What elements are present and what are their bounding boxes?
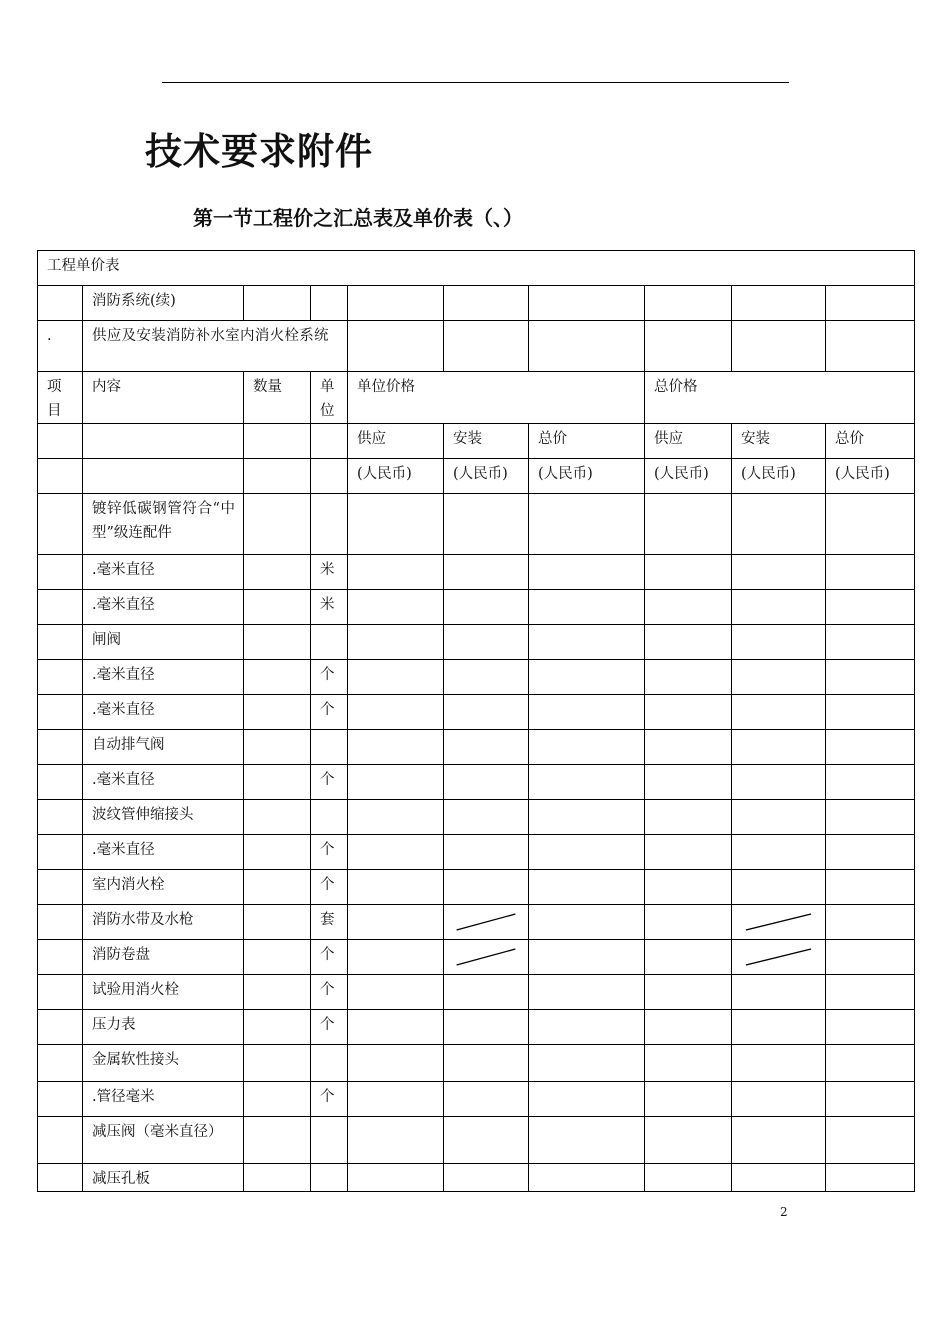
row-unit [311, 1045, 348, 1082]
cell-empty [529, 975, 645, 1010]
cell-empty [38, 870, 83, 905]
table-row [38, 494, 915, 555]
row-content: .毫米直径 [83, 590, 244, 625]
cell-empty [732, 975, 826, 1010]
cell-empty [732, 555, 826, 590]
cell-empty [348, 730, 444, 765]
cell-empty [348, 975, 444, 1010]
group-label: 供应及安装消防补水室内消火栓系统 [83, 321, 348, 372]
cell-empty [732, 695, 826, 730]
cell-empty [826, 1082, 915, 1117]
row-unit [311, 1164, 348, 1192]
cell-empty [38, 975, 83, 1010]
cell-empty [444, 625, 529, 660]
cell-empty [732, 730, 826, 765]
cell-empty [348, 625, 444, 660]
cell-empty [348, 765, 444, 800]
cell-empty [529, 695, 645, 730]
strike-line [732, 908, 825, 936]
row-content: 金属软性接头 [83, 1045, 244, 1082]
cell-empty [645, 1082, 732, 1117]
cell-empty [826, 870, 915, 905]
cell-empty [38, 625, 83, 660]
row-content: .毫米直径 [83, 765, 244, 800]
row-content: 室内消火栓 [83, 870, 244, 905]
cell-empty [645, 940, 732, 975]
currency-label: (人民币) [348, 459, 444, 494]
currency-label: (人民币) [826, 459, 915, 494]
cell-empty [348, 555, 444, 590]
cell-empty [348, 835, 444, 870]
cell-empty [732, 660, 826, 695]
cell-empty [732, 494, 826, 555]
cell-empty [826, 800, 915, 835]
cell-empty [732, 590, 826, 625]
cell-empty [444, 1082, 529, 1117]
currency-label: (人民币) [732, 459, 826, 494]
row-content: 压力表 [83, 1010, 244, 1045]
currency-label: (人民币) [444, 459, 529, 494]
header-unit-supply: 供应 [348, 424, 444, 459]
row-content: 消防卷盘 [83, 940, 244, 975]
cell-empty [348, 1010, 444, 1045]
table-row [38, 555, 915, 590]
table-row [38, 870, 915, 905]
struck-install-cell [444, 940, 529, 975]
cell-empty [826, 660, 915, 695]
header-total-price: 总价格 [645, 372, 915, 424]
page-number: 2 [780, 1205, 788, 1219]
cell-empty [732, 1117, 826, 1164]
subheader-row [38, 424, 915, 459]
cell-empty [38, 590, 83, 625]
cell-empty [826, 975, 915, 1010]
cell-empty [348, 1117, 444, 1164]
cell-empty [348, 660, 444, 695]
row-content: 镀锌低碳钢管符合“中型”级连配件 [83, 494, 244, 555]
cell-empty [826, 905, 915, 940]
section-title: 第一节工程价之汇总表及单价表（、） [193, 206, 523, 230]
cell-empty [244, 975, 311, 1010]
cell-empty [38, 695, 83, 730]
cell-empty [732, 1010, 826, 1045]
table-row [38, 905, 915, 940]
row-unit [311, 625, 348, 660]
cell-empty [38, 1010, 83, 1045]
cell-empty [38, 555, 83, 590]
cell-empty [444, 1010, 529, 1045]
cell-empty [732, 1045, 826, 1082]
cell-empty [529, 1082, 645, 1117]
table-row [38, 835, 915, 870]
header-quantity: 数量 [244, 372, 311, 424]
cell-empty [645, 1045, 732, 1082]
cell-empty [348, 940, 444, 975]
struck-install-cell [444, 905, 529, 940]
header-unit-price: 单位价格 [348, 372, 645, 424]
cell-empty [529, 940, 645, 975]
cell-empty [529, 1117, 645, 1164]
header-content: 内容 [83, 372, 244, 424]
row-unit: 个 [311, 765, 348, 800]
cell-empty [38, 1045, 83, 1082]
cell-empty [732, 625, 826, 660]
cell-empty [529, 800, 645, 835]
cell-empty [348, 870, 444, 905]
header-row [38, 372, 915, 424]
row-content: 减压阀（毫米直径） [83, 1117, 244, 1164]
cell-empty [244, 870, 311, 905]
row-content: 减压孔板 [83, 1164, 244, 1192]
cell-empty [244, 1045, 311, 1082]
row-content: .管径毫米 [83, 1082, 244, 1117]
cell-empty [732, 835, 826, 870]
table-caption: 工程单价表 [38, 251, 915, 286]
row-unit: 个 [311, 975, 348, 1010]
row-unit: 个 [311, 695, 348, 730]
cell-empty [645, 695, 732, 730]
cell-empty [444, 695, 529, 730]
table-row [38, 800, 915, 835]
cell-empty [244, 1164, 311, 1192]
cell-empty [348, 1164, 444, 1192]
cell-empty [645, 765, 732, 800]
cell-empty [348, 695, 444, 730]
header-unit-total: 总价 [529, 424, 645, 459]
cell-empty [645, 555, 732, 590]
row-content: .毫米直径 [83, 835, 244, 870]
row-content: 自动排气阀 [83, 730, 244, 765]
cell-empty [732, 765, 826, 800]
cell-empty [826, 730, 915, 765]
cell-empty [38, 1164, 83, 1192]
cell-empty [348, 800, 444, 835]
strike-line [732, 943, 825, 971]
cell-empty [244, 625, 311, 660]
system-row [38, 286, 915, 321]
cell-empty [38, 905, 83, 940]
cell-empty [244, 940, 311, 975]
row-unit: 个 [311, 870, 348, 905]
row-unit: 套 [311, 905, 348, 940]
cell-empty [444, 765, 529, 800]
cell-empty [826, 695, 915, 730]
cell-empty [645, 730, 732, 765]
cell-empty [38, 286, 83, 321]
row-unit: 个 [311, 1082, 348, 1117]
cell-empty [444, 1117, 529, 1164]
cell-empty [826, 494, 915, 555]
cell-empty [244, 905, 311, 940]
cell-empty [732, 1082, 826, 1117]
cell-empty [444, 800, 529, 835]
table-row [38, 1045, 915, 1082]
cell-empty [444, 660, 529, 695]
cell-empty [244, 765, 311, 800]
row-content: .毫米直径 [83, 660, 244, 695]
row-content: 消防水带及水枪 [83, 905, 244, 940]
cell-empty [348, 905, 444, 940]
cell-empty [645, 590, 732, 625]
cell-empty [444, 730, 529, 765]
cell-empty [529, 1164, 645, 1192]
cell-empty [529, 625, 645, 660]
cell-empty [244, 555, 311, 590]
cell-empty [38, 835, 83, 870]
cell-empty [645, 975, 732, 1010]
header-total-total: 总价 [826, 424, 915, 459]
cell-empty [529, 494, 645, 555]
struck-install-cell [732, 940, 826, 975]
cell-empty [244, 1117, 311, 1164]
cell-empty [826, 1117, 915, 1164]
cell-empty [529, 870, 645, 905]
cell-empty [38, 660, 83, 695]
cell-empty [444, 1045, 529, 1082]
cell-empty [645, 1010, 732, 1045]
row-unit: 米 [311, 590, 348, 625]
cell-empty [444, 494, 529, 555]
cell-empty [529, 1010, 645, 1045]
cell-empty [645, 625, 732, 660]
table-row [38, 765, 915, 800]
cell-empty [244, 590, 311, 625]
header-total-supply: 供应 [645, 424, 732, 459]
cell-empty [529, 905, 645, 940]
table-row [38, 1082, 915, 1117]
cell-empty [529, 730, 645, 765]
table-row [38, 590, 915, 625]
row-unit: 个 [311, 660, 348, 695]
cell-empty [645, 660, 732, 695]
cell-empty [244, 660, 311, 695]
cell-empty [244, 1082, 311, 1117]
cell-empty [38, 494, 83, 555]
row-unit [311, 494, 348, 555]
currency-row [38, 459, 915, 494]
cell-empty [529, 1045, 645, 1082]
cell-empty [244, 835, 311, 870]
row-unit [311, 1117, 348, 1164]
system-label: 消防系统(续) [83, 286, 244, 321]
header-rule [162, 82, 789, 83]
strike-line [444, 908, 528, 936]
cell-empty [826, 555, 915, 590]
row-unit [311, 730, 348, 765]
cell-empty [348, 1082, 444, 1117]
cell-empty [444, 555, 529, 590]
cell-empty [645, 494, 732, 555]
row-content: 闸阀 [83, 625, 244, 660]
currency-label: (人民币) [645, 459, 732, 494]
row-unit: 个 [311, 835, 348, 870]
cell-empty [645, 1117, 732, 1164]
row-content: .毫米直径 [83, 555, 244, 590]
price-table [37, 250, 915, 1192]
cell-empty [826, 625, 915, 660]
row-content: 试验用消火栓 [83, 975, 244, 1010]
table-row [38, 975, 915, 1010]
struck-install-cell [732, 905, 826, 940]
cell-empty [732, 1164, 826, 1192]
cell-empty [826, 1164, 915, 1192]
cell-empty [529, 555, 645, 590]
row-unit [311, 800, 348, 835]
cell-empty [444, 1164, 529, 1192]
cell-empty [348, 1045, 444, 1082]
table-row [38, 1010, 915, 1045]
document-title: 技术要求附件 [145, 130, 373, 173]
header-unit: 单位 [311, 372, 348, 424]
header-total-install: 安装 [732, 424, 826, 459]
table-row [38, 695, 915, 730]
table-row [38, 1117, 915, 1164]
cell-empty [826, 940, 915, 975]
cell-empty [732, 870, 826, 905]
group-row [38, 321, 915, 372]
cell-empty [348, 590, 444, 625]
cell-empty [826, 1045, 915, 1082]
row-unit: 个 [311, 1010, 348, 1045]
header-unit-install: 安装 [444, 424, 529, 459]
cell-empty [38, 940, 83, 975]
cell-empty [645, 800, 732, 835]
cell-empty [826, 835, 915, 870]
caption-row [38, 251, 915, 286]
cell-empty [529, 660, 645, 695]
table-row [38, 730, 915, 765]
table-row [38, 1164, 915, 1192]
cell-empty [529, 590, 645, 625]
cell-empty [645, 1164, 732, 1192]
cell-empty [645, 870, 732, 905]
cell-empty [38, 1082, 83, 1117]
cell-empty [38, 765, 83, 800]
cell-empty [645, 905, 732, 940]
cell-empty [444, 590, 529, 625]
group-item: . [38, 321, 83, 372]
row-content: 波纹管伸缩接头 [83, 800, 244, 835]
cell-empty [348, 494, 444, 555]
row-unit: 米 [311, 555, 348, 590]
cell-empty [244, 494, 311, 555]
cell-empty [826, 765, 915, 800]
table-row [38, 940, 915, 975]
cell-empty [38, 730, 83, 765]
cell-empty [444, 835, 529, 870]
cell-empty [732, 800, 826, 835]
cell-empty [645, 835, 732, 870]
row-content: .毫米直径 [83, 695, 244, 730]
cell-empty [244, 800, 311, 835]
cell-empty [826, 1010, 915, 1045]
table-row [38, 625, 915, 660]
strike-line [444, 943, 528, 971]
currency-label: (人民币) [529, 459, 645, 494]
cell-empty [244, 730, 311, 765]
cell-empty [244, 1010, 311, 1045]
cell-empty [38, 800, 83, 835]
header-item: 项目 [38, 372, 83, 424]
row-unit: 个 [311, 940, 348, 975]
table-row [38, 660, 915, 695]
cell-empty [444, 870, 529, 905]
cell-empty [444, 975, 529, 1010]
cell-empty [529, 765, 645, 800]
cell-empty [529, 835, 645, 870]
cell-empty [38, 1117, 83, 1164]
cell-empty [826, 590, 915, 625]
cell-empty [244, 695, 311, 730]
